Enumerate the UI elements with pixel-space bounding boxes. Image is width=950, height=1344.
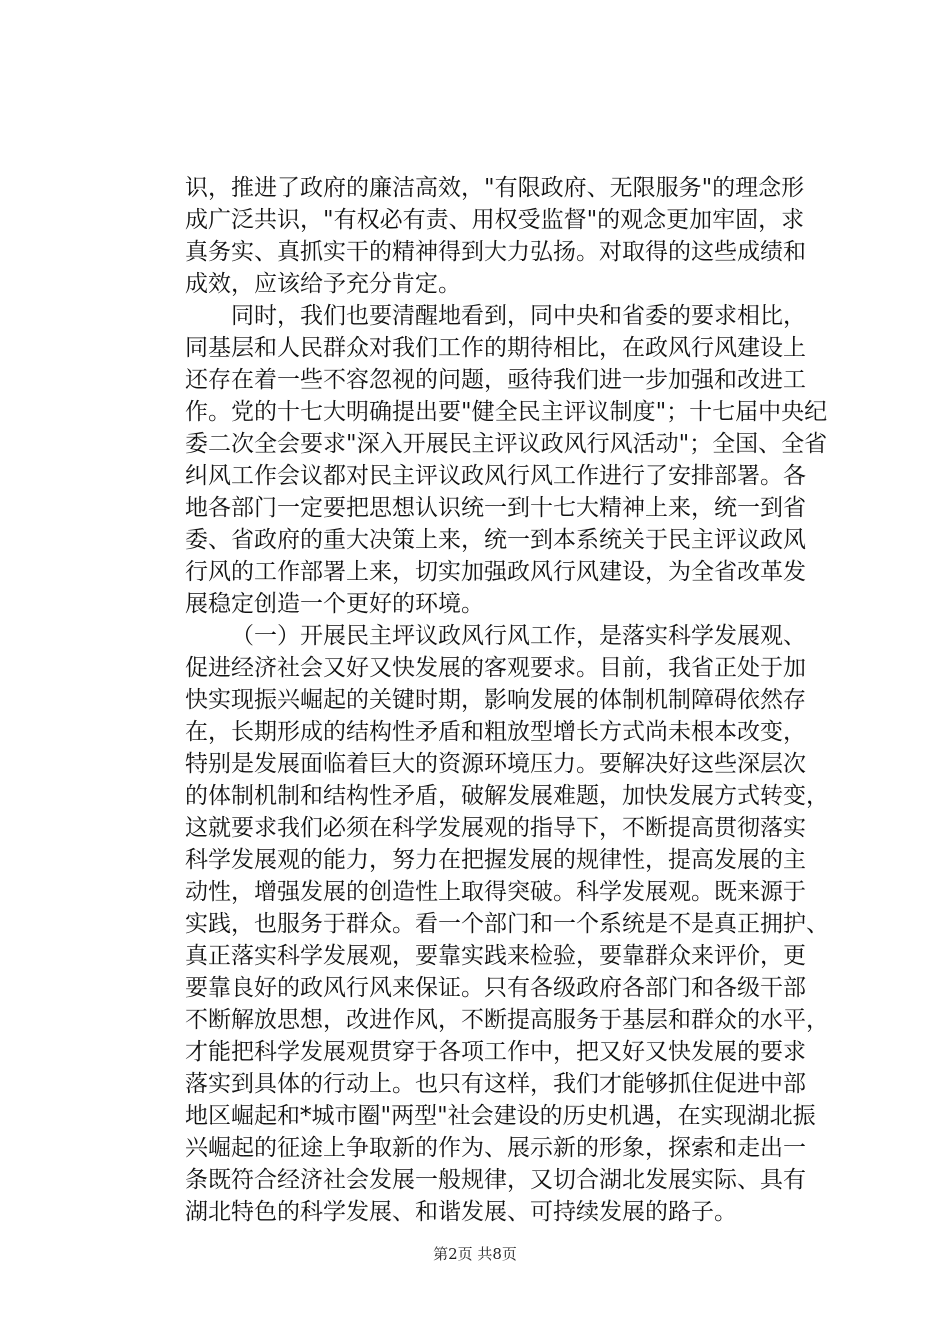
text-line: 要靠良好的政风行风来保证。只有各级政府各部门和各级干部	[185, 975, 806, 1001]
text-line: 还存在着一些不容忽视的问题，亟待我们进一步加强和改进工	[185, 367, 806, 393]
text-line: 行风的工作部署上来，切实加强政风行风建设，为全省改革发	[185, 559, 806, 585]
text-line: 快实现振兴崛起的关键时期，影响发展的体制机制障碍依然存	[185, 687, 806, 713]
text-line: 同基层和人民群众对我们工作的期待相比，在政风行风建设上	[185, 335, 806, 361]
text-line: 纠风工作会议都对民主评议政风行风工作进行了安排部署。各	[185, 463, 806, 489]
text-line: 成广泛共识，"有权必有责、用权受监督"的观念更加牢固，求	[185, 207, 805, 233]
page-footer: 第2页 共8页	[433, 1245, 517, 1263]
text-line: 条既符合经济社会发展一般规律，又切合湖北发展实际、具有	[185, 1167, 806, 1193]
text-line: （一）开展民主坪议政风行风工作，是落实科学发展观、	[231, 623, 806, 649]
text-line: 真正落实科学发展观，要靠实践来检验，要靠群众来评价，更	[185, 943, 806, 969]
text-line: 成效，应该给予充分肯定。	[185, 271, 461, 297]
text-line: 落实到具体的行动上。也只有这样，我们才能够抓住促进中部	[185, 1071, 806, 1097]
paragraph	[185, 172, 806, 300]
text-line: 地区崛起和*城市圈"两型"社会建设的历史机遇，在实现湖北振	[185, 1103, 816, 1129]
text-line: 同时，我们也要清醒地看到，同中央和省委的要求相比，	[231, 303, 806, 329]
text-line: 湖北特色的科学发展、和谐发展、可持续发展的路子。	[185, 1199, 737, 1225]
text-line: 的体制机制和结构性矛盾，破解发展难题，加快发展方式转变，	[185, 783, 829, 809]
text-line: 委二次全会要求"深入开展民主评议政风行风活动"；全国、全省	[185, 431, 828, 457]
document-body	[185, 172, 829, 1228]
text-line: 实践，也服务于群众。看一个部门和一个系统是不是真正拥护、	[185, 911, 829, 937]
text-line: 在，长期形成的结构性矛盾和粗放型增长方式尚未根本改变，	[185, 719, 806, 745]
paragraph	[185, 620, 829, 1228]
text-line: 展稳定创造一个更好的环境。	[185, 591, 484, 617]
text-line: 真务实、真抓实干的精神得到大力弘扬。对取得的这些成绩和	[185, 239, 806, 265]
text-line: 识，推进了政府的廉洁高效，"有限政府、无限服务"的理念形	[185, 175, 805, 201]
text-line: 才能把科学发展观贯穿于各项工作中，把又好又快发展的要求	[185, 1039, 806, 1065]
text-line: 委、省政府的重大决策上来，统一到本系统关于民主评议政风	[185, 527, 806, 553]
paragraph	[185, 300, 828, 620]
text-line: 特别是发展面临着巨大的资源环境压力。要解决好这些深层次	[185, 751, 806, 777]
text-line: 兴崛起的征途上争取新的作为、展示新的形象，探索和走出一	[185, 1135, 806, 1161]
text-line: 这就要求我们必须在科学发展观的指导下，不断提高贯彻落实	[185, 815, 806, 841]
text-line: 作。党的十七大明确提出要"健全民主评议制度"；十七届中央纪	[185, 399, 828, 425]
text-line: 促进经济社会又好又快发展的客观要求。目前，我省正处于加	[185, 655, 806, 681]
text-line: 动性，增强发展的创造性上取得突破。科学发展观。既来源于	[185, 879, 806, 905]
text-line: 科学发展观的能力，努力在把握发展的规律性，提高发展的主	[185, 847, 806, 873]
text-line: 地各部门一定要把思想认识统一到十七大精神上来，统一到省	[185, 495, 806, 521]
text-line: 不断解放思想，改进作风，不断提高服务于基层和群众的水平，	[185, 1007, 829, 1033]
